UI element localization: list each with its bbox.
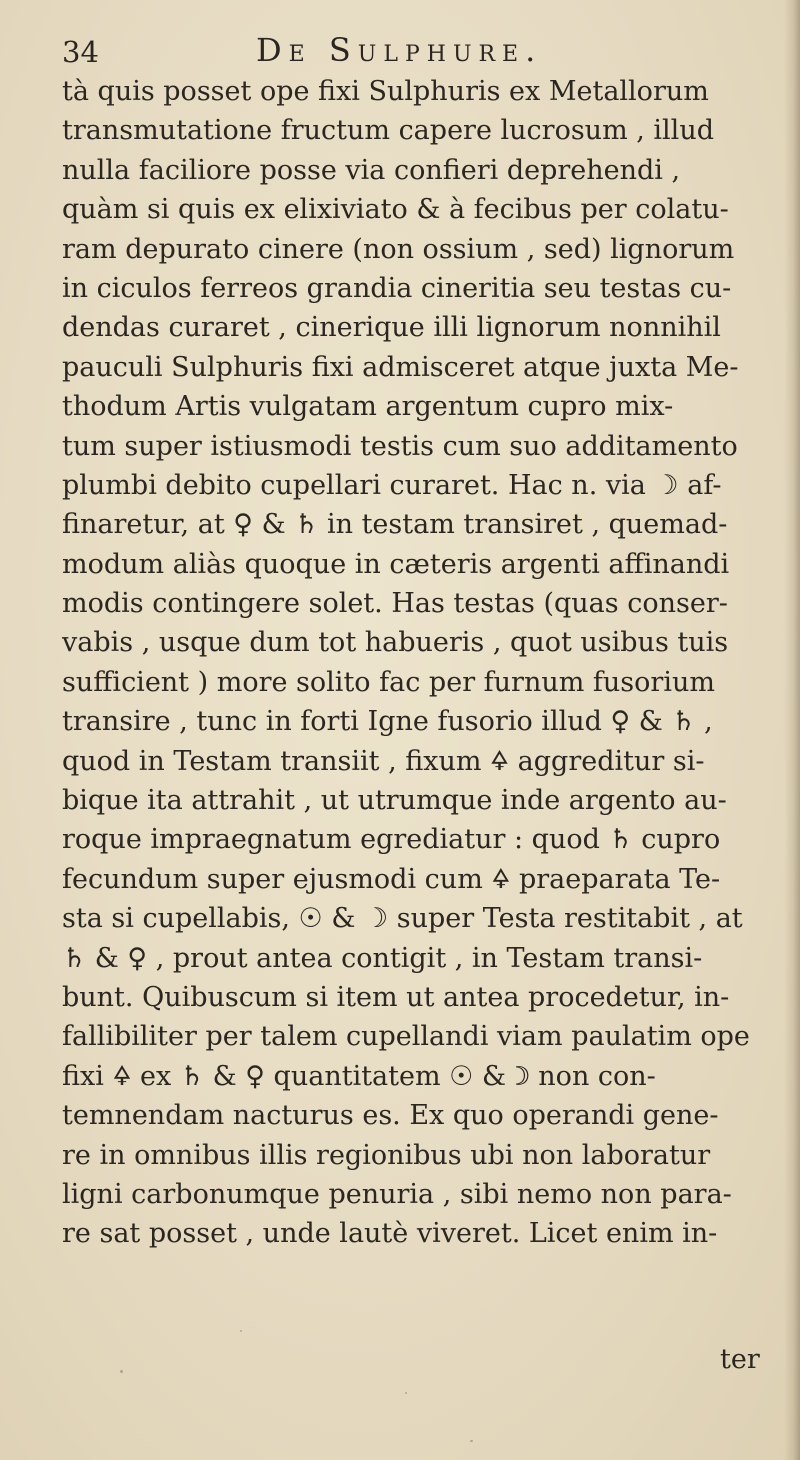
text-line: pauculi Sulphuris fixi admisceret atque juxta Me- <box>62 351 739 383</box>
paper-speck <box>405 1392 407 1394</box>
text-line: quod in Testam transiit , fixum 🜍 aggreditur si- <box>62 745 705 777</box>
text-line: re in omnibus illis regionibus ubi non laboratur <box>62 1139 711 1171</box>
catchword: ter <box>720 1344 760 1375</box>
text-line: bunt. Quibuscum si item ut antea procedetur, in- <box>62 981 730 1013</box>
text-line: bique ita attrahit , ut utrumque inde argento au- <box>62 785 727 817</box>
text-line: fallibiliter per talem cupellandi viam paulatim ope <box>62 1021 750 1053</box>
text-line: sta si cupellabis, ☉ & ☽ super Testa restitabit , at <box>62 903 743 935</box>
text-line: modis contingere solet. Has testas (quas conser- <box>62 588 728 620</box>
text-line: plumbi debito cupellari curaret. Hac n. via ☽ af- <box>62 469 722 501</box>
text-line: fecundum super ejusmodi cum 🜍 praeparata Te- <box>62 863 721 895</box>
text-line: quàm si quis ex elixiviato & à fecibus per colatu- <box>62 194 729 226</box>
page-edge-shadow <box>784 0 800 1460</box>
text-line: dendas curaret , cinerique illi lignorum nonnihil <box>62 312 721 344</box>
text-line: vabis , usque dum tot habueris , quot usibus tuis <box>62 627 729 659</box>
page-header <box>62 28 762 74</box>
text-line: ♄ & ♀ , prout antea contigit , in Testam transi- <box>62 942 703 974</box>
text-line: sufficient ) more solito fac per furnum fusorium <box>62 666 715 698</box>
paper-speck <box>120 1370 123 1373</box>
paper-speck <box>240 1330 242 1332</box>
text-line: tà quis posset ope fixi Sulphuris ex Metallorum <box>62 76 709 107</box>
text-line: transire , tunc in forti Igne fusorio illud ♀ & ♄ , <box>62 706 713 738</box>
text-line: in ciculos ferreos grandia cineritia seu testas cu- <box>62 272 732 304</box>
text-line: ram depurato cinere (non ossium , sed) lignorum <box>62 233 735 265</box>
text-line: temnendam nacturus es. Ex quo operandi gene- <box>62 1100 719 1132</box>
text-line: ligni carbonumque penuria , sibi nemo non para- <box>62 1178 732 1210</box>
text-line: roque impraegnatum egrediatur : quod ♄ cupro <box>62 824 721 856</box>
text-line: modum aliàs quoque in cæteris argenti affinandi <box>62 548 730 580</box>
paper-speck <box>470 1440 473 1442</box>
text-line: tum super istiusmodi testis cum suo additamento <box>62 430 738 462</box>
text-line: nulla faciliore posse via confieri deprehendi , <box>62 154 681 186</box>
running-title: De Sulphure. <box>256 31 543 69</box>
text-line: fixi 🜍 ex ♄ & ♀ quantitatem ☉ & ☽ non con- <box>62 1060 656 1092</box>
text-line: transmutatione fructum capere lucrosum , illud <box>62 115 714 147</box>
body-text <box>62 72 770 1254</box>
page-number: 34 <box>62 35 99 69</box>
text-line: finaretur, at ♀ & ♄ in testam transiret , quemad- <box>62 509 728 541</box>
text-line: re sat posset , unde lautè viveret. Licet enim in- <box>62 1218 718 1250</box>
text-line: thodum Artis vulgatam argentum cupro mix- <box>62 391 674 423</box>
